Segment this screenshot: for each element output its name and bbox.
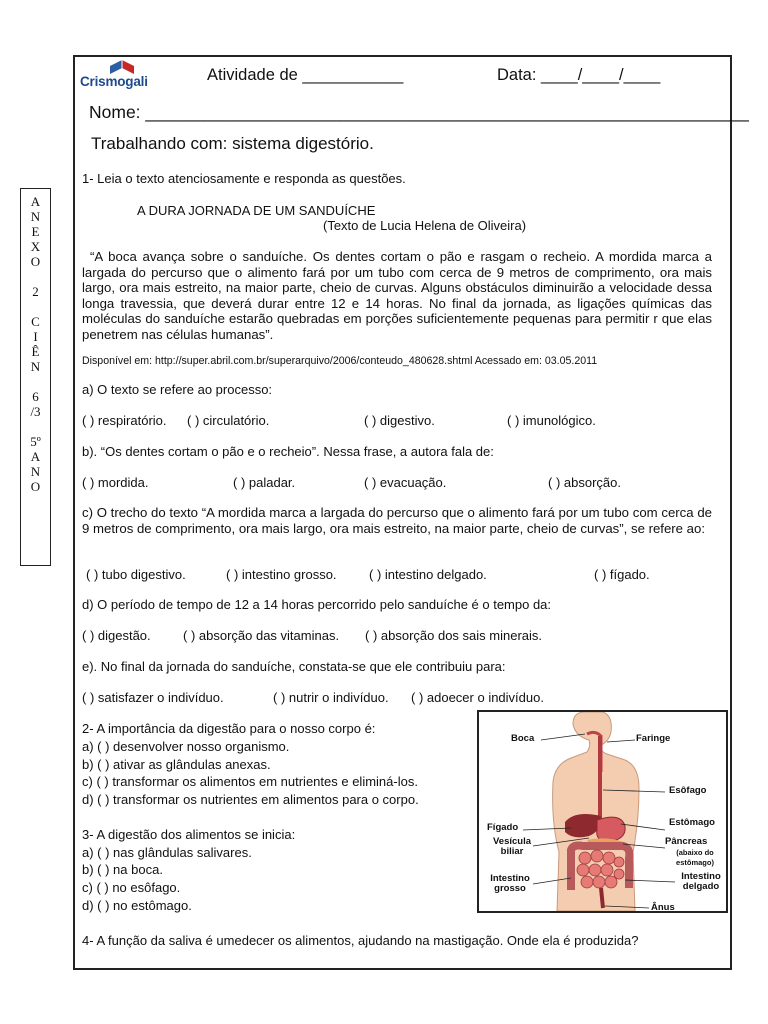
option[interactable]: a) ( ) nas glândulas salivares. xyxy=(82,845,252,860)
q1-prompt: 1- Leia o texto atenciosamente e responda as questões. xyxy=(82,171,406,186)
q1c-block xyxy=(82,505,712,536)
option[interactable]: ( ) tubo digestivo. xyxy=(86,567,186,582)
label-pancreas-note: (abaixo do estômago) xyxy=(676,848,714,867)
side-label-char: O xyxy=(30,479,41,494)
option[interactable]: ( ) absorção das vitaminas. xyxy=(183,628,340,643)
label-vesicula: Vesícula biliar xyxy=(492,836,532,857)
side-label-char: X xyxy=(30,239,41,254)
side-label-char: A xyxy=(30,449,41,464)
activity-field: Atividade de ___________ xyxy=(207,66,404,84)
side-label-box xyxy=(20,188,51,566)
side-label-char: O xyxy=(30,254,41,269)
option[interactable]: c) ( ) transformar os alimentos em nutrientes e eliminá-los. xyxy=(82,774,418,789)
passage xyxy=(82,249,712,343)
label-esofago: Esôfago xyxy=(669,785,707,796)
side-label-gap xyxy=(21,420,50,435)
option[interactable]: ( ) digestão. xyxy=(82,628,151,643)
side-label-char: A xyxy=(30,194,41,209)
side-label-char: C xyxy=(31,314,40,329)
q1b-prompt: b). “Os dentes cortam o pão e o recheio”. Nessa frase, a autora fala de: xyxy=(82,444,494,459)
option[interactable]: ( ) satisfazer o indivíduo. xyxy=(82,690,224,705)
side-label-char: N xyxy=(30,464,41,479)
option[interactable]: c) ( ) no esôfago. xyxy=(82,880,181,895)
side-label-char: 2 xyxy=(32,284,39,299)
option[interactable]: ( ) intestino grosso. xyxy=(226,567,337,582)
option[interactable]: ( ) fígado. xyxy=(594,567,650,582)
option[interactable]: ( ) mordida. xyxy=(82,475,149,490)
name-field: Nome: ______________________________________________________________ xyxy=(89,102,749,122)
label-faringe: Faringe xyxy=(636,733,671,744)
side-label-gap xyxy=(21,300,50,315)
option[interactable]: b) ( ) na boca. xyxy=(82,862,163,877)
side-label-char: E xyxy=(31,224,40,239)
option[interactable]: ( ) paladar. xyxy=(233,475,296,490)
side-label-char: /3 xyxy=(30,404,41,419)
q4-prompt: 4- A função da saliva é umedecer os alimentos, ajudando na mastigação. Onde ela é produzida? xyxy=(82,933,639,948)
q1e-prompt: e). No final da jornada do sanduíche, constata-se que ele contribuiu para: xyxy=(82,659,506,674)
option[interactable]: ( ) intestino delgado. xyxy=(369,567,487,582)
label-intestino-grosso: Intestino grosso xyxy=(490,873,530,894)
brand-name: Crismogali xyxy=(80,74,148,89)
q1a-prompt: a) O texto se refere ao processo: xyxy=(82,382,273,397)
passage-text: “A boca avança sobre o sanduíche. Os dentes cortam o pão e rasgam o recheio. A mordida marca a largada do percurso que o alimento fará por um tubo com cerca de 9 metros de comprimento, ora mais largo, ora mais estreito, na maior parte, cheio de curvas. Alguns obstáculos diminuirão a velocidade dessa longa travessia, que deverá durar entre 12 e 14 horas. No final da jornada, as ligações químicas das moléculas do sanduíche estarão quebradas em porções suficientemente pequenas para permitir r que elas penetrem nas células humanas”. xyxy=(82,249,712,342)
side-label-char: I xyxy=(33,329,38,344)
source-note: Disponível em: http://super.abril.com.br/superarquivo/2006/conteudo_480628.shtml Acessado em: 03.05.2011 xyxy=(82,355,598,367)
option[interactable]: ( ) adoecer o indivíduo. xyxy=(411,690,544,705)
option[interactable]: d) ( ) transformar os nutrientes em alimentos para o corpo. xyxy=(82,792,419,807)
brand-logo xyxy=(80,58,160,94)
q1d-prompt: d) O período de tempo de 12 a 14 horas percorrido pelo sanduíche é o tempo da: xyxy=(82,597,552,612)
option[interactable]: d) ( ) no estômago. xyxy=(82,898,192,913)
side-label-gap xyxy=(21,375,50,390)
label-intestino-delgado: Intestino delgado xyxy=(681,871,721,892)
option[interactable]: ( ) imunológico. xyxy=(507,413,596,428)
side-label-gap xyxy=(21,270,50,285)
option[interactable]: ( ) nutrir o indivíduo. xyxy=(273,690,389,705)
option[interactable]: ( ) absorção. xyxy=(548,475,621,490)
label-estomago: Estômago xyxy=(669,817,715,828)
option[interactable]: ( ) digestivo. xyxy=(364,413,435,428)
label-anus: Ânus xyxy=(651,902,675,913)
option[interactable]: ( ) evacuação. xyxy=(364,475,447,490)
side-label-char: N xyxy=(30,359,41,374)
label-pancreas: Pâncreas xyxy=(665,836,708,847)
side-label-char: N xyxy=(30,209,41,224)
option[interactable]: a) ( ) desenvolver nosso organismo. xyxy=(82,739,290,754)
page-title: Trabalhando com: sistema digestório. xyxy=(91,134,374,153)
digestive-system-figure xyxy=(477,710,728,913)
label-boca: Boca xyxy=(511,733,535,744)
text-title: A DURA JORNADA DE UM SANDUÍCHE xyxy=(137,203,376,218)
date-field: Data: ____/____/____ xyxy=(497,66,661,84)
label-figado: Fígado xyxy=(487,822,519,833)
text-author: (Texto de Lucia Helena de Oliveira) xyxy=(323,218,527,233)
side-label-char: 6 xyxy=(32,389,39,404)
side-label-char: Ê xyxy=(31,344,40,359)
option[interactable]: ( ) respiratório. xyxy=(82,413,167,428)
q3-prompt: 3- A digestão dos alimentos se inicia: xyxy=(82,827,296,842)
q2-prompt: 2- A importância da digestão para o nosso corpo é: xyxy=(82,721,376,736)
option[interactable]: ( ) circulatório. xyxy=(187,413,270,428)
side-label-char: 5º xyxy=(30,434,41,449)
q1c-prompt: c) O trecho do texto “A mordida marca a largada do percurso que o alimento fará por um tubo com cerca de 9 metros de comprimento, ora mais largo, ora mais estreito, na maior parte, cheio de curvas”, se refere ao: xyxy=(82,505,712,536)
option[interactable]: b) ( ) ativar as glândulas anexas. xyxy=(82,757,271,772)
option[interactable]: ( ) absorção dos sais minerais. xyxy=(365,628,543,643)
